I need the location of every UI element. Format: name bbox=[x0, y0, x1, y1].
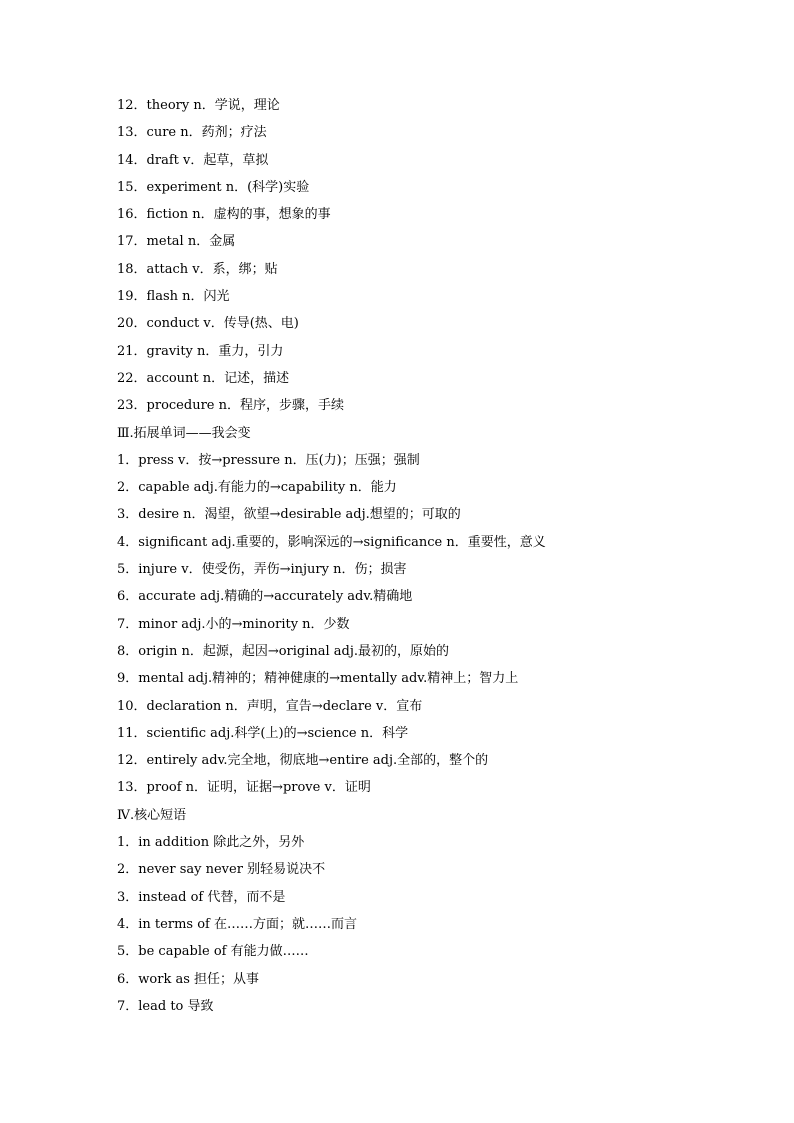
list-item: 12．entirely adv.完全地，彻底地→entire adj.全部的，整个的 bbox=[117, 753, 489, 769]
list-item: 23．procedure n．程序，步骤，手续 bbox=[117, 398, 344, 414]
list-item: 13．proof n．证明，证据→prove v．证明 bbox=[117, 780, 371, 796]
list-item: 1．in addition 除此之外，另外 bbox=[117, 835, 305, 851]
list-item: 8．origin n．起源，起因→original adj.最初的，原始的 bbox=[117, 643, 450, 659]
list-item: 14．draft v．起草，草拟 bbox=[117, 152, 269, 168]
list-item: 19．flash n．闪光 bbox=[117, 289, 230, 305]
list-item: 12．theory n．学说，理论 bbox=[117, 98, 280, 113]
vocabulary-list bbox=[117, 92, 757, 1020]
list-item: 3．desire n．渴望，欲望→desirable adj.想望的；可取的 bbox=[117, 507, 461, 523]
list-item: 6．accurate adj.精确的→accurately adv.精确地 bbox=[117, 589, 413, 605]
list-item: 3．instead of 代替，而不是 bbox=[117, 889, 286, 905]
section-heading: Ⅳ.核心短语 bbox=[117, 807, 187, 823]
list-item: 5．be capable of 有能力做…… bbox=[117, 944, 309, 960]
list-item: 10．declaration n．声明，宣告→declare v．宣布 bbox=[117, 698, 423, 714]
section-heading: Ⅲ.拓展单词——我会变 bbox=[117, 425, 251, 441]
list-item: 11．scientific adj.科学(上)的→science n．科学 bbox=[117, 725, 409, 741]
list-item: 5．injure v．使受伤，弄伤→injury n．伤；损害 bbox=[117, 562, 407, 578]
list-item: 22．account n．记述，描述 bbox=[117, 370, 290, 386]
list-item: 7．lead to 导致 bbox=[117, 998, 214, 1014]
list-item: 13．cure n．药剂；疗法 bbox=[117, 125, 267, 141]
list-item: 17．metal n．金属 bbox=[117, 234, 236, 250]
list-item: 7．minor adj.小的→minority n．少数 bbox=[117, 616, 350, 632]
list-item: 2．never say never 别轻易说决不 bbox=[117, 862, 326, 878]
list-item: 21．gravity n．重力，引力 bbox=[117, 343, 284, 359]
list-item: 9．mental adj.精神的；精神健康的→mentally adv.精神上；智力上 bbox=[117, 671, 519, 687]
list-item: 6．work as 担任；从事 bbox=[117, 971, 260, 987]
list-item: 18．attach v．系，绑；贴 bbox=[117, 261, 278, 277]
list-item: 2．capable adj.有能力的→capability n．能力 bbox=[117, 480, 397, 496]
list-item: 4．significant adj.重要的，影响深远的→significance n．重要性，意义 bbox=[117, 534, 546, 550]
list-item: 1．press v．按→pressure n．压(力)；压强；强制 bbox=[117, 452, 420, 468]
list-item: 4．in terms of 在……方面；就……而言 bbox=[117, 916, 357, 932]
list-item: 20．conduct v．传导(热、电) bbox=[117, 316, 299, 332]
list-item: 16．fiction n．虚构的事，想象的事 bbox=[117, 207, 331, 223]
list-item: 15．experiment n．(科学)实验 bbox=[117, 179, 310, 195]
